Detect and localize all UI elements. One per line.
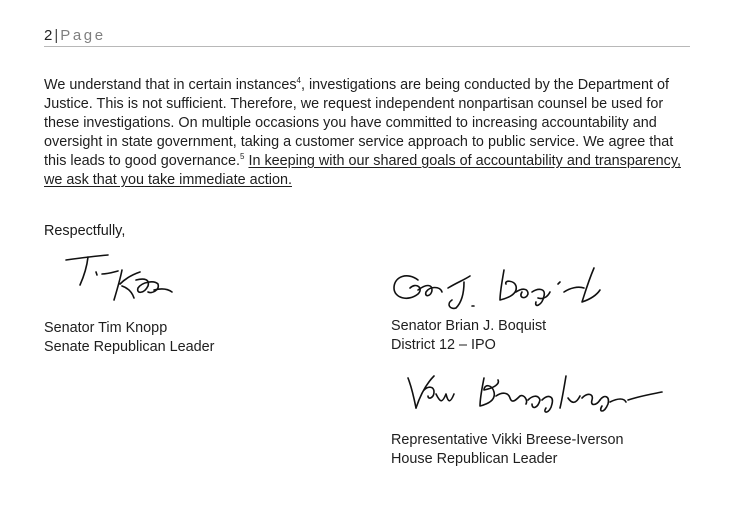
footnote-ref-5[interactable]: 5 <box>240 152 245 161</box>
body-paragraph <box>44 76 694 190</box>
signature-vikki-breese-iverson <box>404 370 666 416</box>
signer-block-knopp <box>44 319 214 356</box>
signer-block-breese-iverson <box>391 431 624 468</box>
page-label: Page <box>60 27 106 44</box>
signature-brian-boquist <box>388 262 608 314</box>
page-header <box>44 27 690 47</box>
signer-name: Senator Tim Knopp <box>44 320 168 336</box>
body-text-main: , investigations are being conducted by the Department of Justice. This is not sufficient. Therefore, we request independent nonpartisan counsel be used for these investigations. On multiple occasions you have committed to increasing accountability and oversight in state government, taking a customer service approach to public service. We agree that this leads to good governance. <box>44 77 674 169</box>
page-number: 2 <box>44 27 53 44</box>
letter-body <box>44 76 694 190</box>
closing-salutation: Respectfully, <box>44 223 126 239</box>
footnote-ref-4[interactable]: 4 <box>296 76 301 85</box>
signer-title: House Republican Leader <box>391 450 558 467</box>
signer-name: Senator Brian J. Boquist <box>391 318 547 334</box>
signer-block-boquist <box>391 317 546 354</box>
signer-name: Representative Vikki Breese-Iverson <box>391 432 624 448</box>
body-text-start: We understand that in certain instances <box>44 77 297 93</box>
header-separator: | <box>54 27 59 44</box>
signer-title: District 12 – IPO <box>391 336 496 353</box>
call-to-action-text: In keeping with our shared goals of accountability and transparency, we ask that you take immediate action. <box>44 153 681 188</box>
signer-title: Senate Republican Leader <box>44 338 215 355</box>
signature-tim-knopp <box>62 250 180 310</box>
